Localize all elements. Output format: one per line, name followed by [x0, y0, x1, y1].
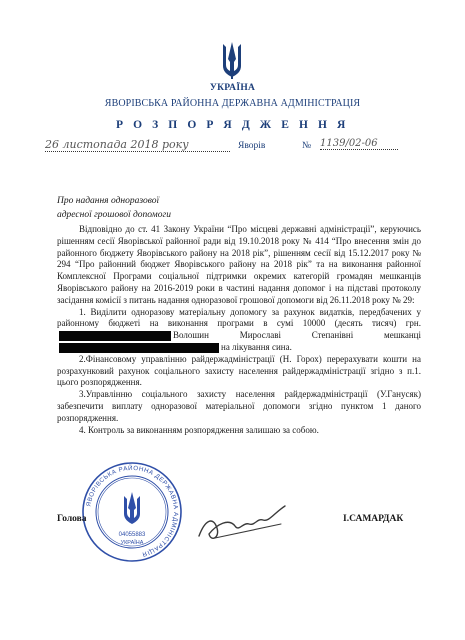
item1-purpose: на лікування сина.	[221, 341, 292, 352]
item1-resident-label: мешканці	[384, 330, 421, 341]
document-subject	[57, 194, 171, 222]
svg-text:УКРАЇНА: УКРАЇНА	[120, 540, 144, 546]
paragraph-item-2: 2.Фінансовому управлінню райдержадміністрації (Н. Горох) перерахувати кошти на розрахунковий рахунок соціального захисту населення райдержадміністрації згідно з п.1. цього розпорядження.	[57, 353, 421, 388]
item1-recipient: Волошин Мирославі Степанівні	[173, 330, 354, 341]
redaction-block	[59, 343, 219, 353]
signatory-position: Голова	[57, 514, 87, 524]
subject-line-1: Про надання одноразової	[57, 196, 160, 206]
item1-text: 1. Виділити одноразову матеріальну допомогу за рахунок видатків, передбачених у районному бюджеті на виконання програми в сумі 10000 (десять тисяч) грн.	[57, 306, 421, 329]
paragraph-item-4: 4. Контроль за виконанням розпорядження залишаю за собою.	[79, 424, 319, 435]
svg-text:ЯВОРІВСЬКА РАЙОННА ДЕРЖАВНА АД: ЯВОРІВСЬКА РАЙОННА ДЕРЖАВНА АДМІНІСТРАЦІЯ	[85, 464, 180, 558]
country-title: УКРАЇНА	[209, 83, 256, 93]
redaction-block	[59, 331, 171, 341]
document-body	[57, 224, 421, 436]
number-sign: №	[302, 141, 312, 151]
official-seal	[80, 460, 184, 564]
paragraph-intro: Відповідно до ст. 41 Закону України “Про місцеві державні адміністрації”, керуючись рішенням сесії Яворівської районної ради від 19.10.2018 року № 414 “Про внесення змін до районного бюджету Яворівського району на 2018 рік”, рішенням сесії від 15.12.2017 року № 294 “Про районний бюджет Яворівського району на 2018 рік” та на виконання районної Комплексної Програми соціальної підтримки окремих категорій громадян мешканців Яворівського району на 2016-2019 роки в частині надання допомог і на підставі протоколу засідання комісії з питань надання одноразової грошової допомоги від 26.11.2018 року № 29:	[57, 224, 421, 305]
subject-line-2: адресної грошової допомоги	[57, 210, 171, 220]
handwritten-signature	[195, 498, 290, 548]
handwritten-date: 26 листопада 2018 року	[45, 138, 230, 152]
signatory-name: І.САМАРДАК	[343, 514, 404, 524]
place-name: Яворів	[238, 141, 266, 151]
handwritten-number: 1139/02-06	[320, 138, 398, 150]
administration-title: ЯВОРІВСЬКА РАЙОННА ДЕРЖАВНА АДМІНІСТРАЦІЯ	[104, 98, 361, 109]
document-type: Р О З П О Р Я Д Ж Е Н Н Я	[116, 119, 349, 131]
paragraph-item-1	[57, 307, 421, 354]
svg-text:04055883: 04055883	[118, 532, 146, 538]
trident-icon	[220, 40, 244, 80]
paragraph-item-3: 3.Управлінню соціального захисту населення райдержадміністрації (У.Ганусяк) забезпечити виплату одноразової матеріальної допомоги згідно пунктом 1 даного розпорядження.	[57, 389, 421, 423]
